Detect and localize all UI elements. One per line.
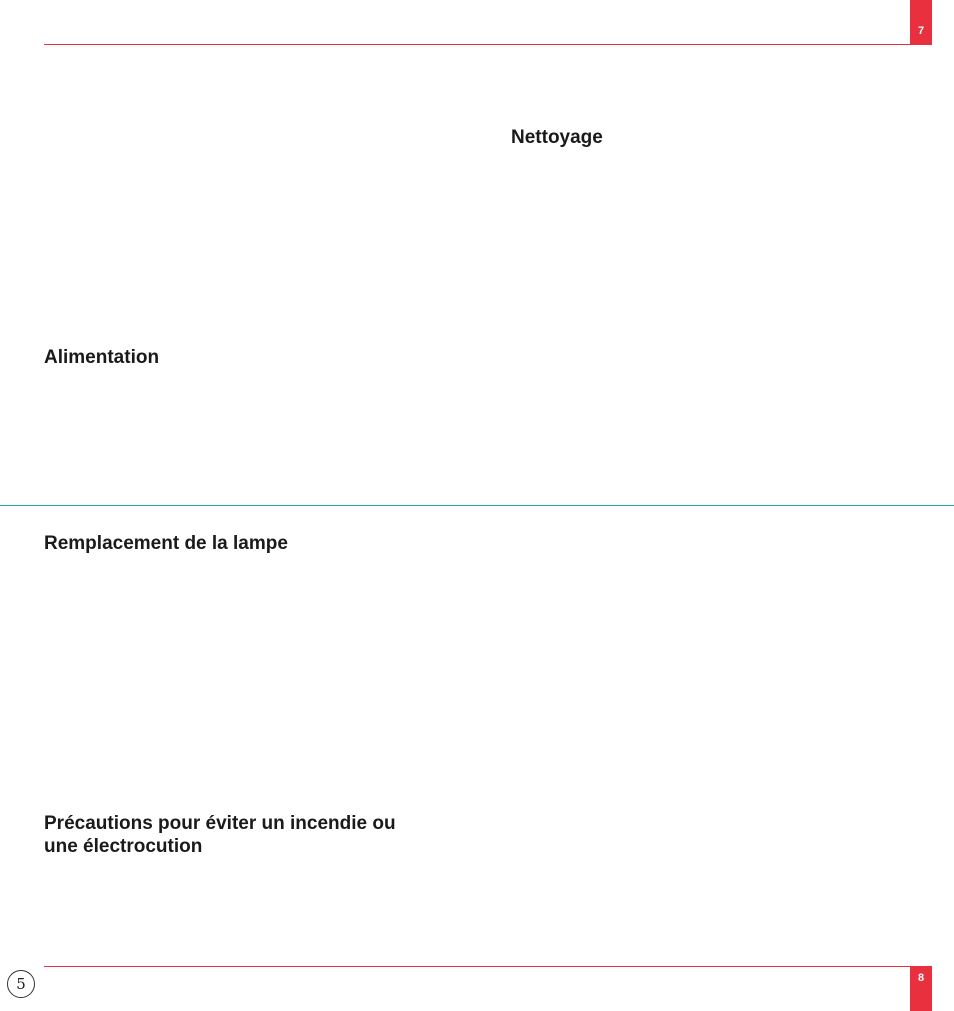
section-divider [0, 505, 954, 506]
page-tab-top [910, 0, 932, 44]
bottom-divider [44, 966, 910, 967]
page-tab-bottom-number: 8 [917, 972, 925, 984]
page-tab-bottom [910, 966, 932, 1011]
page-number-circle-label: 5 [16, 975, 26, 993]
page-number-circle [7, 970, 35, 998]
heading-alimentation: Alimentation [44, 347, 160, 368]
heading-precautions-line1: Précautions pour éviter un incendie ou [44, 813, 396, 834]
top-divider [44, 44, 932, 45]
heading-precautions-line2: une électrocution [44, 836, 203, 857]
heading-nettoyage: Nettoyage [511, 127, 603, 148]
heading-precautions [44, 812, 464, 858]
page-tab-top-number: 7 [917, 25, 925, 37]
heading-remplacement-lampe: Remplacement de la lampe [44, 533, 288, 554]
